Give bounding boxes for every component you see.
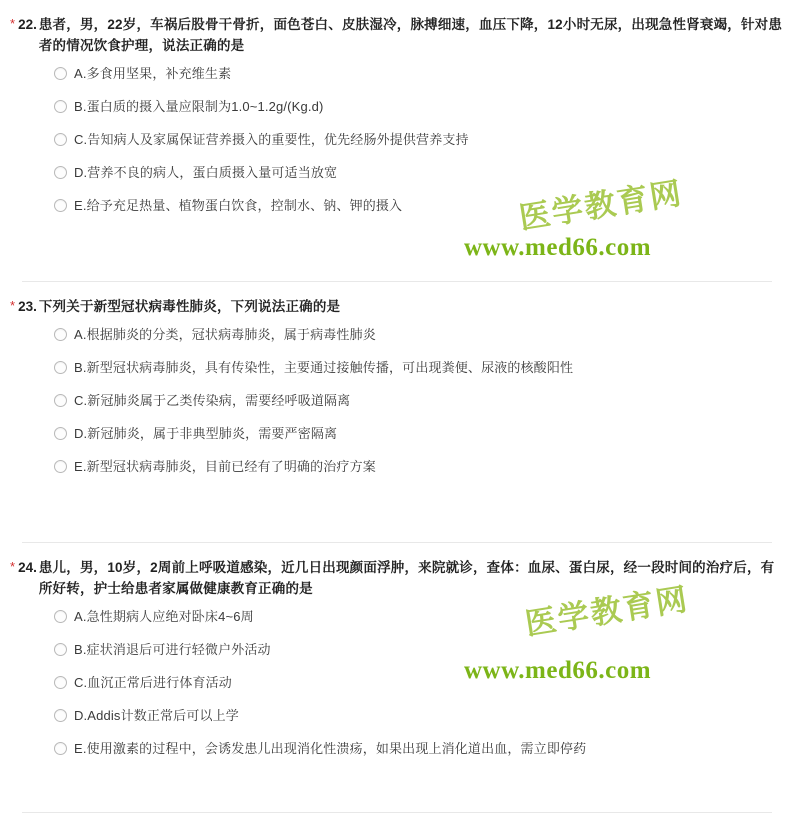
radio-button-icon[interactable] [54,709,67,722]
option-label: C.新冠肺炎属于乙类传染病，需要经呼吸道隔离 [74,393,351,408]
watermark-brand: 医学教育网 [516,175,686,236]
watermark-url: www.med66.com [464,657,652,684]
question-heading [10,543,784,599]
option-label: C.血沉正常后进行体育活动 [74,675,232,690]
radio-button-icon[interactable] [54,610,67,623]
list-item[interactable] [10,457,784,479]
list-item[interactable] [10,196,784,218]
option-label: B.新型冠状病毒肺炎，具有传染性，主要通过接触传播，可出现粪便、尿液的核酸阳性 [74,360,574,375]
option-label: B.蛋白质的摄入量应限制为1.0~1.2g/(Kg.d) [74,99,324,114]
watermark-brand: 医学教育网 [522,581,692,642]
option-label: A.急性期病人应绝对卧床4~6周 [74,609,254,624]
list-item[interactable] [10,640,784,662]
question-block [0,282,800,543]
question-block [0,543,800,813]
radio-button-icon[interactable] [54,67,67,80]
radio-button-icon[interactable] [54,742,67,755]
question-number: 23. [18,299,37,314]
list-item[interactable] [10,424,784,446]
required-mark: * [10,298,16,313]
question-block [0,0,800,282]
radio-button-icon[interactable] [54,199,67,212]
radio-button-icon[interactable] [54,328,67,341]
question-number: 24. [18,560,37,575]
radio-button-icon[interactable] [54,361,67,374]
radio-button-icon[interactable] [54,166,67,179]
option-label: E.使用激素的过程中，会诱发患儿出现消化性溃疡，如果出现上消化道出血，需立即停药 [74,741,587,756]
option-label: B.症状消退后可进行轻微户外活动 [74,642,271,657]
list-item[interactable] [10,706,784,728]
block-spacer [10,490,784,524]
list-item[interactable] [10,739,784,761]
question-text: 患者，男，22岁，车祸后股骨干骨折，面色苍白、皮肤湿冷，脉搏细速，血压下降，12小时无尿，出现急性肾衰竭，针对患者的情况饮食护理，说法正确的是 [38,17,783,53]
watermark-url: www.med66.com [464,234,652,261]
radio-button-icon[interactable] [54,100,67,113]
list-item[interactable] [10,607,784,629]
block-spacer [10,772,784,794]
question-text: 患儿，男，10岁，2周前上呼吸道感染，近几日出现颜面浮肿，来院就诊，查体：血尿、蛋白尿，经一段时间的治疗后，有所好转，护士给患者家属做健康教育正确的是 [38,560,775,596]
question-number: 22. [18,17,37,32]
list-item[interactable] [10,97,784,119]
list-item[interactable] [10,325,784,347]
option-list [10,325,784,479]
radio-button-icon[interactable] [54,460,67,473]
radio-button-icon[interactable] [54,427,67,440]
option-label: D.营养不良的病人，蛋白质摄入量可适当放宽 [74,165,338,180]
list-item[interactable] [10,391,784,413]
radio-button-icon[interactable] [54,394,67,407]
question-text: 下列关于新型冠状病毒性肺炎，下列说法正确的是 [38,299,341,314]
option-label: E.给予充足热量、植物蛋白饮食，控制水、钠、钾的摄入 [74,198,403,213]
option-label: D.Addis计数正常后可以上学 [74,708,239,723]
option-list [10,64,784,218]
list-item[interactable] [10,163,784,185]
required-mark: * [10,559,16,574]
question-heading [10,0,784,56]
list-item[interactable] [10,130,784,152]
option-label: C.告知病人及家属保证营养摄入的重要性，优先经肠外提供营养支持 [74,132,469,147]
block-spacer [10,229,784,263]
radio-button-icon[interactable] [54,643,67,656]
option-label: E.新型冠状病毒肺炎，目前已经有了明确的治疗方案 [74,459,376,474]
list-item[interactable] [10,358,784,380]
option-label: A.根据肺炎的分类，冠状病毒肺炎，属于病毒性肺炎 [74,327,376,342]
list-item[interactable] [10,64,784,86]
option-label: D.新冠肺炎，属于非典型肺炎，需要严密隔离 [74,426,338,441]
option-list [10,607,784,761]
option-label: A.多食用坚果，补充维生素 [74,66,232,81]
list-item[interactable] [10,673,784,695]
radio-button-icon[interactable] [54,133,67,146]
radio-button-icon[interactable] [54,676,67,689]
required-mark: * [10,16,16,31]
question-heading [10,282,784,317]
